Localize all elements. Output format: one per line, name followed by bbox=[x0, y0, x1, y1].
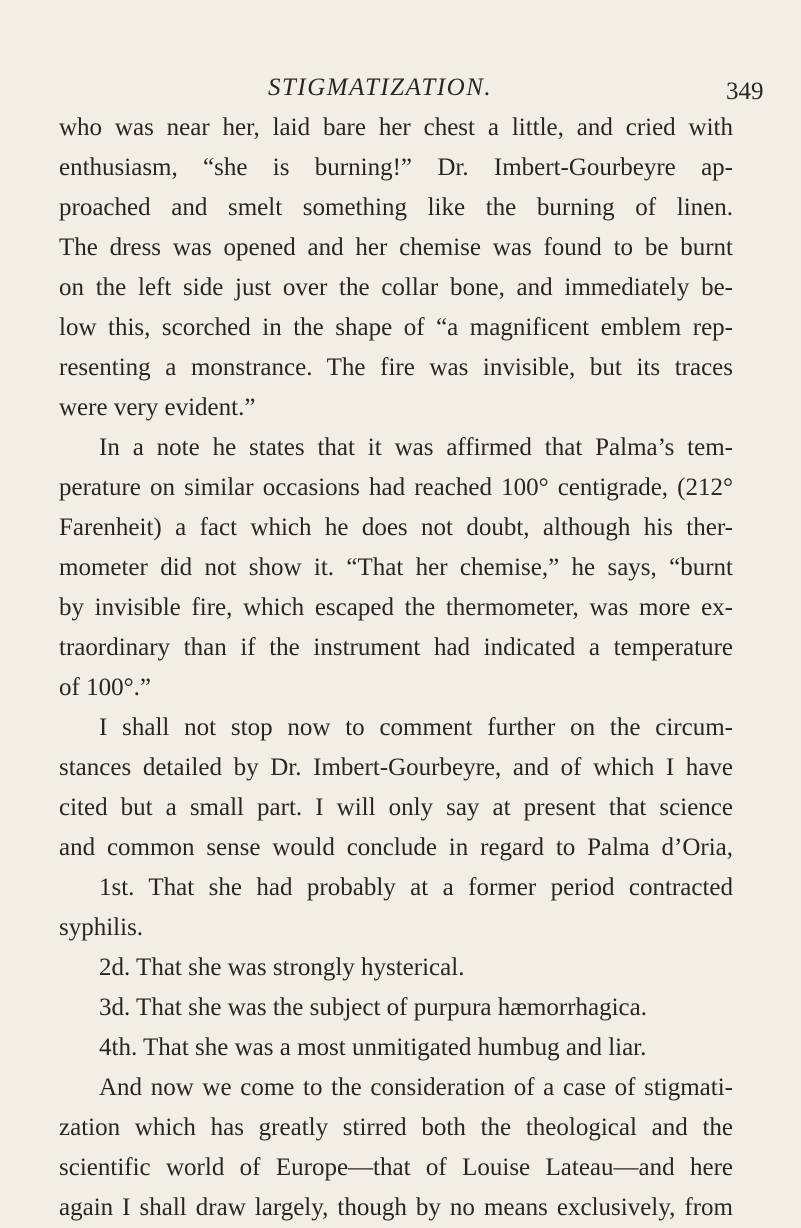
text-line: In a note he states that it was affirmed that Palma’s tem- bbox=[99, 434, 733, 461]
text-line: I shall not stop now to comment further on the circum- bbox=[99, 714, 733, 741]
text-line: proached and smelt something like the burning of linen. bbox=[59, 194, 733, 221]
text-line: traordinary than if the instrument had indicated a temperature bbox=[59, 634, 733, 661]
text-line: on the left side just over the collar bone, and immediately be- bbox=[59, 274, 733, 301]
running-title: STIGMATIZATION. bbox=[268, 74, 493, 101]
text-line: low this, scorched in the shape of “a magnificent emblem rep- bbox=[59, 314, 733, 341]
text-line: syphilis. bbox=[59, 914, 144, 941]
text-line: perature on similar occasions had reached 100° centigrade, (212° bbox=[59, 474, 733, 501]
text-line: zation which has greatly stirred both the theological and the bbox=[59, 1114, 733, 1141]
text-line: who was near her, laid bare her chest a little, and cried with bbox=[59, 114, 733, 141]
text-line: cited but a small part. I will only say at present that science bbox=[59, 794, 733, 821]
text-line: enthusiasm, “she is burning!” Dr. Imbert-Gourbeyre ap- bbox=[59, 154, 733, 181]
text-line: again I shall draw largely, though by no means exclusively, from bbox=[59, 1194, 733, 1221]
text-line: were very evident.” bbox=[59, 394, 256, 421]
text-line: And now we come to the consideration of a case of stigmati- bbox=[99, 1074, 733, 1101]
page-number: 349 bbox=[726, 78, 764, 105]
text-line: The dress was opened and her chemise was found to be burnt bbox=[59, 234, 733, 261]
text-line: resenting a monstrance. The fire was invisible, but its traces bbox=[59, 354, 733, 381]
running-head bbox=[0, 68, 801, 108]
text-line: of 100°.” bbox=[59, 674, 151, 701]
text-line: 4th. That she was a most unmitigated humbug and liar. bbox=[99, 1034, 647, 1061]
text-line: 1st. That she had probably at a former period contracted bbox=[99, 874, 733, 901]
text-line: and common sense would conclude in regard to Palma d’Oria, bbox=[59, 834, 733, 861]
text-line: 2d. That she was strongly hysterical. bbox=[99, 954, 465, 981]
text-line: scientific world of Europe—that of Louise Lateau—and here bbox=[59, 1154, 733, 1181]
text-line: stances detailed by Dr. Imbert-Gourbeyre, and of which I have bbox=[59, 754, 733, 781]
text-line: Farenheit) a fact which he does not doubt, although his ther- bbox=[59, 514, 733, 541]
text-line: mometer did not show it. “That her chemise,” he says, “burnt bbox=[59, 554, 733, 581]
text-line: by invisible fire, which escaped the thermometer, was more ex- bbox=[59, 594, 733, 621]
text-line: 3d. That she was the subject of purpura hæmorrhagica. bbox=[99, 994, 647, 1021]
